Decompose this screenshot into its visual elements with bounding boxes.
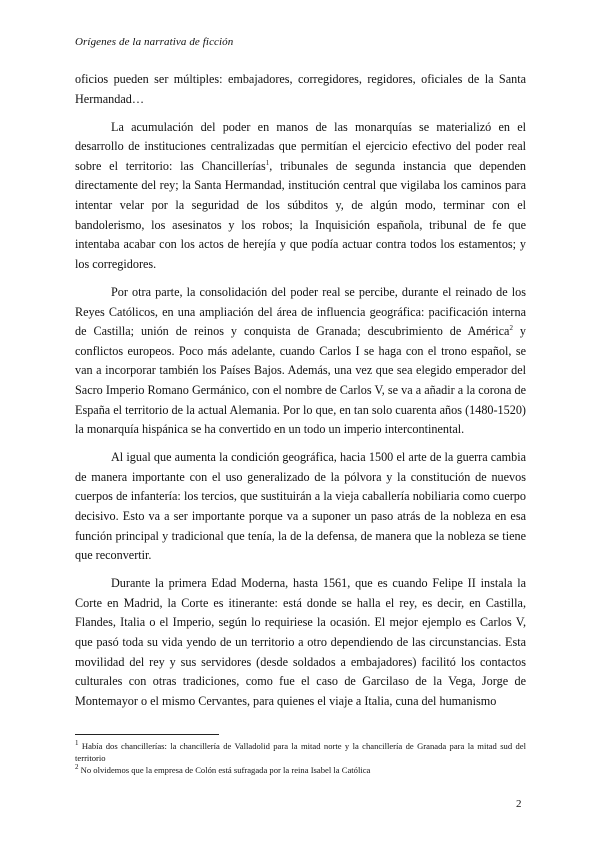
paragraph-4: Al igual que aumenta la condición geográfica, hacia 1500 el arte de la guerra cambia de manera importante con el uso generalizado de la pólvora y la constitución de nuevos cuerpos de infantería: los tercios, que sustituirán a la vieja caballería nobiliaria como cuerpo decisivo. Esto va a ser importante porque va a suponer un paso atrás de la nobleza en esa función principal y tradicional que tenía, la de la defensa, de manera que la nobleza se tiene que reconvertir. (75, 450, 526, 563)
page-number: 2 (516, 798, 522, 810)
paragraph-3-text-b: y conflictos europeos. Poco más adelante, cuando Carlos I se haga con el trono español, se van a incorporar también los Países Bajos. Además, una vez que sea elegido emperador del Sacro Imperio Romano Germánico, con el nombre de Carlos V, se va a añadir a la corona de España el territorio de la actual Alemania. Por lo que, en tan solo cuarenta años (1480-1520) la monarquía hispánica se ha convertido en un todo un imperio intercontinental. (75, 324, 527, 437)
paragraph-1: oficios pueden ser múltiples: embajadores, corregidores, regidores, oficiales de la Santa Hermandad… (75, 72, 526, 106)
footnote-ref-2[interactable]: 2 (509, 324, 513, 333)
footnote-number-1: 1 (75, 739, 79, 748)
paragraph-2 (75, 118, 526, 275)
footnote-1 (75, 741, 526, 765)
running-header: Orígenes de la narrativa de ficción (75, 36, 234, 48)
body-text (75, 70, 526, 720)
footnote-ref-1[interactable]: 1 (265, 158, 270, 167)
paragraph-2-text-b: , tribunales de segunda instancia que dependen directamente del rey; la Santa Hermandad, institución central que vigilaba los caminos para intentar velar por la seguridad de los súbditos y, de algún modo, terminar con el bandolerismo, los asesinatos y los robos; la Inquisición española, tribunal de fe que intentaba acabar con los actos de herejía y que podía actuar contra todos los estamentos; y los corregidores. (75, 158, 526, 271)
paragraph-3 (75, 283, 526, 440)
footnotes (75, 741, 526, 776)
footnote-text-1: Había dos chancillerías: la chancillería de Valladolid para la mitad norte y la chancillería de Granada para la mitad sud del territorio (75, 741, 526, 763)
paragraph-5: Durante la primera Edad Moderna, hasta 1561, que es cuando Felipe II instala la Corte en Madrid, la Corte es itinerante: está donde se halla el rey, es decir, en Castilla, Flandes, Italia o el Imperio, según lo requiriese la ocasión. El mejor ejemplo es Carlos V, que pasó toda su vida yendo de un territorio a otro dependiendo de las circunstancias. Esta movilidad del rey y sus servidores (desde soldados a embajadores) facilitó los contactos culturales con otras tradiciones, como fue el caso de Garcilaso de la Vega, Jorge de Montemayor o el mismo Cervantes, para quienes el viaje a Italia, cuna del humanismo (75, 576, 526, 708)
paragraph-2-text-a: La acumulación del poder en manos de las monarquías se materializó en el desarrollo de instituciones centralizadas que permitían el ejercicio efectivo del poder real sobre el territorio: las Chancillerías (75, 119, 526, 173)
footnote-text-2: No olvidemos que la empresa de Colón está sufragada por la reina Isabel la Católica (78, 764, 371, 775)
footnote-number-2: 2 (75, 762, 79, 771)
paragraph-3-text-a: Por otra parte, la consolidación del poder real se percibe, durante el reinado de los Reyes Católicos, en una ampliación del área de influencia geográfica: pacificación interna de Castilla; unión de reinos y conquista de Granada; descubrimiento de América (75, 284, 526, 339)
footnote-separator (75, 734, 219, 735)
footnote-2 (75, 762, 526, 777)
